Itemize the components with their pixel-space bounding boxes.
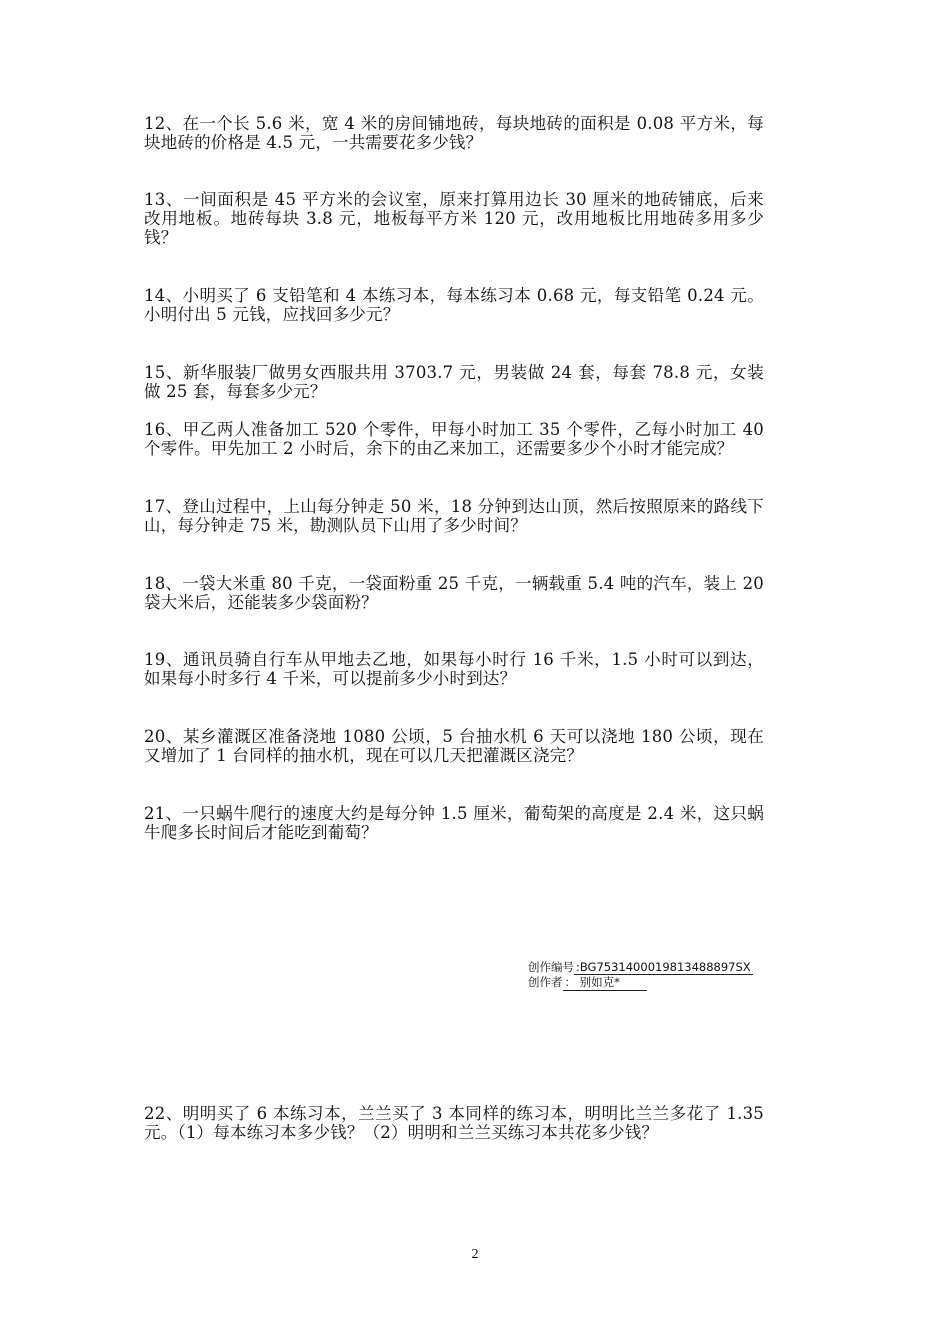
problem-16: 16、甲乙两人准备加工 520 个零件，甲每小时加工 35 个零件，乙每小时加工 40 个零件。甲先加工 2 小时后，余下的由乙来加工，还需要多少个小时才能完成？	[144, 420, 764, 458]
problem-17: 17、登山过程中，上山每分钟走 50 米，18 分钟到达山顶，然后按照原来的路线下山，每分钟走 75 米，勘测队员下山用了多少时间？	[144, 497, 764, 535]
author-row	[528, 975, 764, 991]
creation-code-label: 创作编号	[528, 960, 574, 974]
creation-code-row	[528, 960, 764, 975]
problem-14: 14、小明买了 6 支铅笔和 4 本练习本，每本练习本 0.68 元，每支铅笔 0.24 元。小明付出 5 元钱，应找回多少元？	[144, 286, 764, 324]
problem-18: 18、一袋大米重 80 千克，一袋面粉重 25 千克，一辆载重 5.4 吨的汽车，装上 20 袋大米后，还能装多少袋面粉？	[144, 574, 764, 612]
page-number: 2	[471, 1247, 479, 1262]
problem-12: 12、在一个长 5.6 米，宽 4 米的房间铺地砖，每块地砖的面积是 0.08 平方米，每块地砖的价格是 4.5 元，一共需要花多少钱？	[144, 114, 764, 152]
problem-19: 19、通讯员骑自行车从甲地去乙地，如果每小时行 16 千米，1.5 小时可以到达，如果每小时多行 4 千米，可以提前多少小时到达？	[144, 650, 764, 688]
creation-meta	[528, 960, 764, 991]
problem-13: 13、一间面积是 45 平方米的会议室，原来打算用边长 30 厘米的地砖铺底，后来改用地板。地砖每块 3.8 元，地板每平方米 120 元，改用地板比用地砖多用多少钱？	[144, 190, 764, 247]
author-label: 创作者	[528, 975, 563, 989]
creation-code-value: :BG7531400019813488897SX	[576, 960, 751, 974]
problem-22: 22、明明买了 6 本练习本，兰兰买了 3 本同样的练习本，明明比兰兰多花了 1.35 元。（1）每本练习本多少钱？（2）明明和兰兰买练习本共花多少钱？	[144, 1104, 764, 1142]
problem-21: 21、一只蜗牛爬行的速度大约是每分钟 1.5 厘米，葡萄架的高度是 2.4 米，这只蜗牛爬多长时间后才能吃到葡萄？	[144, 804, 764, 842]
author-value: ： 别如克*	[563, 975, 647, 991]
problem-15: 15、新华服装厂做男女西服共用 3703.7 元，男装做 24 套，每套 78.8 元，女装做 25 套，每套多少元？	[144, 363, 764, 401]
problem-20: 20、某乡灌溉区准备浇地 1080 公顷，5 台抽水机 6 天可以浇地 180 公顷，现在又增加了 1 台同样的抽水机，现在可以几天把灌溉区浇完？	[144, 727, 764, 765]
